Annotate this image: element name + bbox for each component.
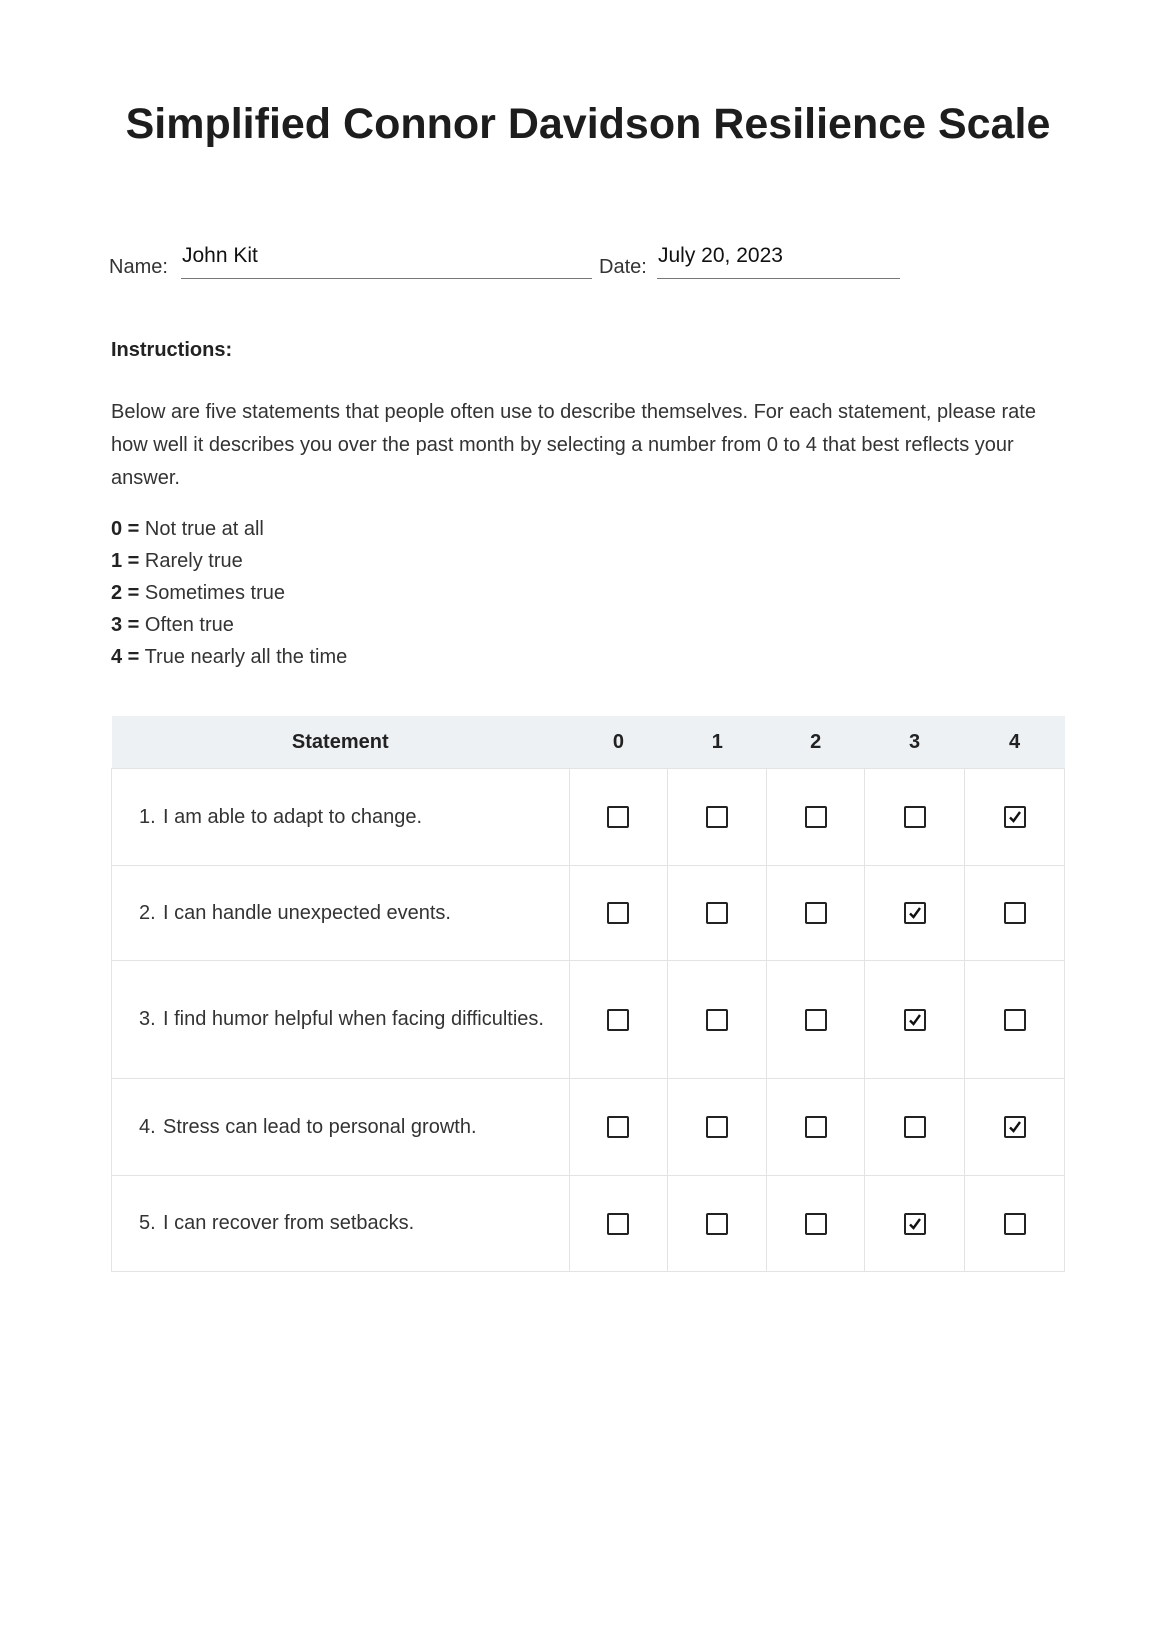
rating-cell-3 bbox=[865, 866, 965, 961]
scale-item: 0 = Not true at all bbox=[111, 518, 264, 540]
rating-cell-4 bbox=[965, 769, 1065, 866]
rating-cell-0 bbox=[569, 769, 668, 866]
rating-cell-4 bbox=[965, 866, 1065, 961]
checkbox[interactable] bbox=[706, 1116, 728, 1138]
scale-item: 3 = Often true bbox=[111, 614, 234, 636]
checkbox[interactable] bbox=[805, 1213, 827, 1235]
statement-number: 1. bbox=[139, 805, 156, 828]
checkmark-icon bbox=[1007, 809, 1023, 825]
checkbox[interactable] bbox=[607, 1009, 629, 1031]
statement-text: I can recover from setbacks. bbox=[163, 1212, 415, 1234]
checkbox[interactable] bbox=[706, 1009, 728, 1031]
checkmark-icon bbox=[907, 905, 923, 921]
checkmark-icon bbox=[907, 1216, 923, 1232]
header-2: 2 bbox=[767, 716, 865, 769]
rating-cell-3 bbox=[865, 1079, 965, 1176]
checkbox[interactable] bbox=[805, 1009, 827, 1031]
rating-cell-1 bbox=[668, 866, 767, 961]
checkbox[interactable] bbox=[805, 806, 827, 828]
checkbox[interactable] bbox=[706, 1213, 728, 1235]
rating-cell-3 bbox=[865, 961, 965, 1079]
statement-number: 4. bbox=[139, 1115, 156, 1138]
table-row bbox=[112, 1079, 1065, 1176]
statement-cell bbox=[112, 961, 570, 1079]
rating-cell-0 bbox=[569, 866, 668, 961]
table-row bbox=[112, 961, 1065, 1079]
date-field[interactable]: July 20, 2023 bbox=[657, 244, 900, 279]
checkbox[interactable] bbox=[607, 902, 629, 924]
statement-number: 5. bbox=[139, 1212, 156, 1234]
date-label: Date: bbox=[599, 256, 647, 278]
rating-cell-0 bbox=[569, 1176, 668, 1272]
rating-cell-4 bbox=[965, 1079, 1065, 1176]
checkbox-checked[interactable] bbox=[904, 902, 926, 924]
header-0: 0 bbox=[569, 716, 668, 769]
rating-scale-legend bbox=[111, 513, 347, 673]
checkbox[interactable] bbox=[607, 1213, 629, 1235]
checkmark-icon bbox=[1007, 1119, 1023, 1135]
rating-cell-2 bbox=[767, 1079, 865, 1176]
header-1: 1 bbox=[668, 716, 767, 769]
instructions-text: Below are five statements that people often use to describe themselves. For each statement, please rate how well it describes you over the past month by selecting a number from 0 to 4 that best reflects your answer. bbox=[111, 401, 1036, 489]
rating-table bbox=[111, 716, 1065, 1272]
statement-cell bbox=[112, 1079, 570, 1176]
table-header-row bbox=[112, 716, 1065, 769]
statement-text: I am able to adapt to change. bbox=[163, 805, 423, 828]
rating-cell-1 bbox=[668, 1176, 767, 1272]
header-4: 4 bbox=[965, 716, 1065, 769]
scale-item: 4 = True nearly all the time bbox=[111, 646, 348, 668]
rating-cell-2 bbox=[767, 1176, 865, 1272]
statement-number: 2. bbox=[139, 901, 156, 924]
header-3: 3 bbox=[865, 716, 965, 769]
checkbox[interactable] bbox=[805, 1116, 827, 1138]
checkbox[interactable] bbox=[1004, 902, 1026, 924]
checkbox[interactable] bbox=[706, 806, 728, 828]
header-statement: Statement bbox=[112, 716, 570, 769]
scale-item: 2 = Sometimes true bbox=[111, 582, 285, 604]
rating-cell-3 bbox=[865, 769, 965, 866]
rating-cell-4 bbox=[965, 961, 1065, 1079]
checkbox-checked[interactable] bbox=[1004, 806, 1026, 828]
statement-text: Stress can lead to personal growth. bbox=[163, 1115, 477, 1138]
checkbox-checked[interactable] bbox=[904, 1009, 926, 1031]
rating-cell-2 bbox=[767, 866, 865, 961]
scale-item: 1 = Rarely true bbox=[111, 550, 243, 572]
table-row bbox=[112, 866, 1065, 961]
checkbox[interactable] bbox=[904, 1116, 926, 1138]
rating-cell-3 bbox=[865, 1176, 965, 1272]
rating-cell-2 bbox=[767, 961, 865, 1079]
statement-text: I find humor helpful when facing difficulties. bbox=[163, 1008, 544, 1030]
name-field[interactable]: John Kit bbox=[181, 244, 592, 279]
rating-cell-4 bbox=[965, 1176, 1065, 1272]
checkbox[interactable] bbox=[607, 806, 629, 828]
checkbox[interactable] bbox=[1004, 1009, 1026, 1031]
statement-number: 3. bbox=[139, 1008, 156, 1030]
table-row bbox=[112, 1176, 1065, 1272]
rating-cell-0 bbox=[569, 961, 668, 1079]
checkmark-icon bbox=[907, 1012, 923, 1028]
page-title: Simplified Connor Davidson Resilience Scale bbox=[125, 100, 1051, 148]
table-row bbox=[112, 769, 1065, 866]
name-label: Name: bbox=[109, 256, 168, 278]
rating-cell-1 bbox=[668, 769, 767, 866]
instructions-heading: Instructions: bbox=[111, 339, 233, 361]
checkbox[interactable] bbox=[904, 806, 926, 828]
checkbox[interactable] bbox=[1004, 1213, 1026, 1235]
rating-cell-0 bbox=[569, 1079, 668, 1176]
checkbox[interactable] bbox=[805, 902, 827, 924]
checkbox[interactable] bbox=[607, 1116, 629, 1138]
rating-cell-1 bbox=[668, 961, 767, 1079]
rating-cell-1 bbox=[668, 1079, 767, 1176]
checkbox-checked[interactable] bbox=[904, 1213, 926, 1235]
statement-cell bbox=[112, 769, 570, 866]
statement-text: I can handle unexpected events. bbox=[163, 901, 451, 924]
checkbox[interactable] bbox=[706, 902, 728, 924]
statement-cell bbox=[112, 1176, 570, 1272]
checkbox-checked[interactable] bbox=[1004, 1116, 1026, 1138]
statement-cell bbox=[112, 866, 570, 961]
rating-cell-2 bbox=[767, 769, 865, 866]
